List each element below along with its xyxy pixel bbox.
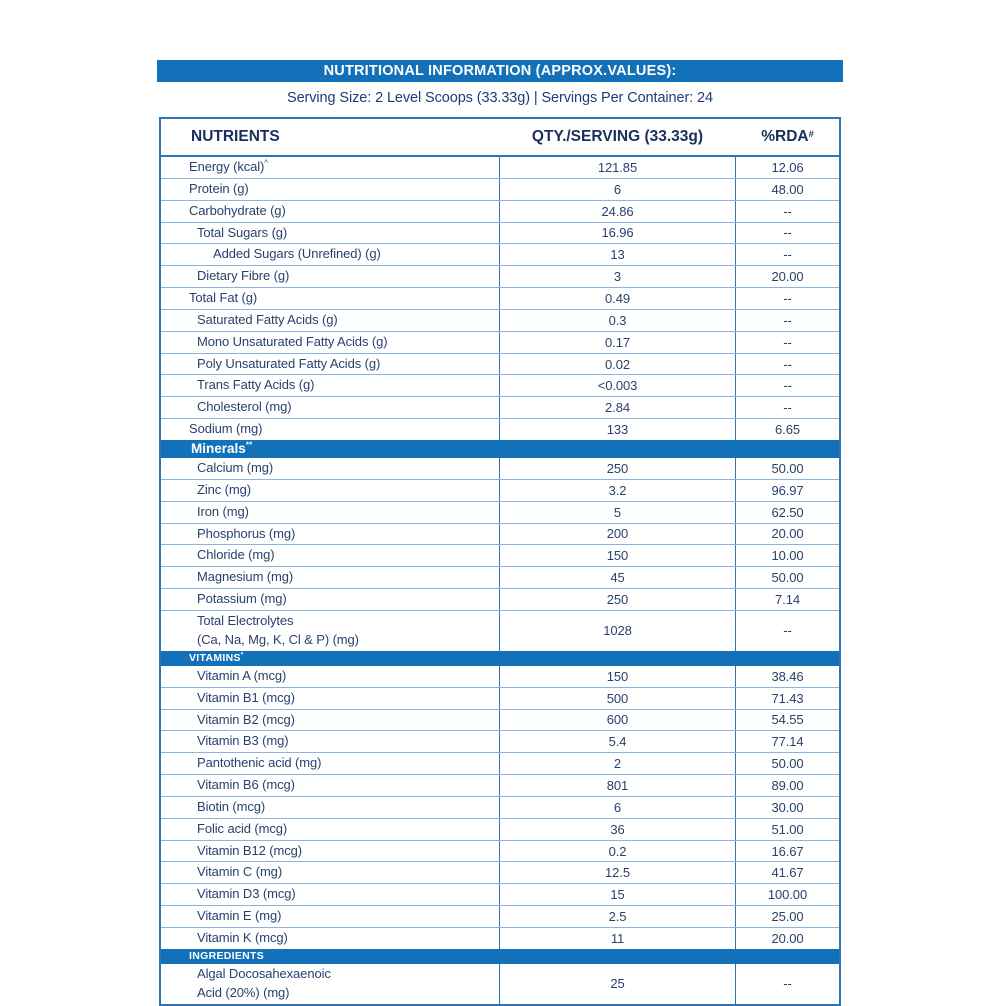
rda-cell (736, 688, 839, 709)
qty-cell (499, 666, 736, 687)
nutrient-label-cell (161, 244, 499, 265)
rda-cell (736, 906, 839, 927)
qty-cell (499, 862, 736, 883)
nutrient-label-cell (161, 201, 499, 222)
nutrient-label-line: (Ca, Na, Mg, K, Cl & P) (mg) (197, 631, 359, 647)
qty-cell (499, 710, 736, 731)
nutrient-label: Chloride (mg) (197, 547, 275, 563)
qty-cell (499, 397, 736, 418)
rda-value: 96.97 (771, 482, 804, 498)
nutrient-row (161, 310, 839, 332)
qty-cell (499, 928, 736, 949)
nutrient-row (161, 157, 839, 179)
section-bar (161, 949, 839, 964)
nutrient-row (161, 589, 839, 611)
qty-value: 250 (606, 460, 629, 476)
qty-cell (499, 906, 736, 927)
table-section (161, 666, 839, 949)
section-bar (161, 651, 839, 666)
nutrient-label: Vitamin B6 (mcg) (197, 777, 295, 793)
qty-value: 2.84 (605, 400, 630, 416)
nutrient-label: Vitamin B1 (mcg) (197, 689, 295, 705)
section-bar-label: Minerals (191, 440, 246, 456)
rda-cell (736, 397, 839, 418)
rda-value: -- (783, 225, 792, 241)
qty-cell (499, 688, 736, 709)
rda-cell (736, 244, 839, 265)
rda-cell (736, 753, 839, 774)
qty-value: 16.96 (601, 225, 634, 241)
rda-value: -- (783, 247, 792, 263)
qty-value: 801 (606, 778, 629, 794)
qty-value: 25 (610, 976, 625, 992)
nutrient-row (161, 397, 839, 419)
section-bar-label: INGREDIENTS (189, 949, 265, 962)
qty-cell (499, 354, 736, 375)
rda-cell (736, 458, 839, 479)
rda-value: 7.14 (775, 591, 800, 607)
qty-cell (499, 775, 736, 796)
rda-value: -- (783, 976, 792, 992)
qty-cell (499, 964, 736, 1004)
nutrient-label-cell (161, 375, 499, 396)
qty-cell (499, 266, 736, 287)
nutrient-label: Added Sugars (Unrefined) (g) (213, 246, 381, 262)
nutrient-label: Mono Unsaturated Fatty Acids (g) (197, 333, 388, 349)
nutrient-label: Vitamin A (mcg) (197, 667, 287, 683)
nutrient-label-cell (161, 502, 499, 523)
table-section (161, 458, 839, 651)
qty-value: 2 (613, 756, 622, 772)
qty-value: <0.003 (597, 378, 638, 394)
nutrient-label: Energy (kcal)^ (189, 158, 268, 174)
qty-cell (499, 310, 736, 331)
rda-header-text: %RDA (761, 128, 809, 145)
nutrient-label-cell (161, 611, 499, 651)
rda-value: -- (783, 312, 792, 328)
column-header-qty-serving: QTY./SERVING (33.33g) (531, 128, 704, 145)
nutrient-label-cell (161, 524, 499, 545)
rda-value: 41.67 (771, 865, 804, 881)
nutrient-label: Protein (g) (189, 180, 249, 196)
rda-cell (736, 545, 839, 566)
qty-cell (499, 567, 736, 588)
rda-value: 48.00 (771, 181, 804, 197)
qty-cell (499, 480, 736, 501)
nutrient-label: Magnesium (mg) (197, 569, 294, 585)
qty-value: 5 (613, 504, 622, 520)
nutrient-label-line: Total Electrolytes (197, 613, 294, 629)
rda-cell (736, 797, 839, 818)
nutrient-label: Cholesterol (mg) (197, 399, 292, 415)
nutrient-label: Vitamin B12 (mcg) (197, 842, 302, 858)
rda-cell (736, 964, 839, 1004)
column-header-rda: %RDA # (761, 128, 814, 145)
nutrient-label: Vitamin D3 (mcg) (197, 886, 296, 902)
qty-value: 500 (606, 690, 629, 706)
qty-cell (499, 753, 736, 774)
nutrient-row (161, 288, 839, 310)
qty-value: 0.3 (608, 312, 627, 328)
rda-value: 20.00 (771, 930, 804, 946)
nutrient-footnote-mark: ^ (264, 158, 268, 168)
qty-value: 45 (610, 570, 625, 586)
column-header-nutrients: NUTRIENTS (191, 128, 280, 145)
nutrient-label: Folic acid (mcg) (197, 820, 288, 836)
qty-cell (499, 179, 736, 200)
nutrient-label-cell (161, 964, 499, 1004)
rda-cell (736, 567, 839, 588)
nutrient-label: Calcium (mg) (197, 459, 274, 475)
qty-value: 0.2 (608, 843, 627, 859)
rda-cell (736, 589, 839, 610)
qty-cell (499, 223, 736, 244)
nutrient-label-cell (161, 288, 499, 309)
rda-value: 51.00 (771, 821, 804, 837)
table-body (161, 157, 839, 1004)
qty-cell (499, 841, 736, 862)
qty-cell (499, 884, 736, 905)
rda-value: 100.00 (767, 887, 808, 903)
qty-cell (499, 419, 736, 440)
nutrient-label-cell (161, 906, 499, 927)
table-section (161, 157, 839, 440)
nutrient-label-cell (161, 666, 499, 687)
nutrient-label: Vitamin E (mg) (197, 908, 282, 924)
rda-cell (736, 502, 839, 523)
qty-value: 11 (610, 930, 625, 946)
nutrition-table (159, 117, 841, 1006)
rda-value: -- (783, 290, 792, 306)
rda-value: -- (783, 400, 792, 416)
rda-value: 71.43 (771, 690, 804, 706)
nutrient-label-cell (161, 458, 499, 479)
nutrient-row (161, 332, 839, 354)
qty-value: 15 (610, 887, 625, 903)
nutrient-row (161, 567, 839, 589)
qty-value: 600 (606, 712, 629, 728)
qty-value: 0.17 (605, 334, 630, 350)
nutrient-label-cell (161, 753, 499, 774)
qty-value: 133 (606, 422, 629, 438)
rda-cell (736, 841, 839, 862)
qty-value: 150 (606, 668, 629, 684)
qty-cell (499, 288, 736, 309)
rda-cell (736, 419, 839, 440)
nutrient-label-cell (161, 332, 499, 353)
nutrient-label-cell (161, 928, 499, 949)
nutrient-row (161, 375, 839, 397)
nutrient-row (161, 524, 839, 546)
nutrient-label-cell (161, 354, 499, 375)
qty-value: 13 (610, 247, 625, 263)
nutrient-row (161, 244, 839, 266)
nutrient-label-cell (161, 688, 499, 709)
nutrient-label: Biotin (mcg) (197, 798, 266, 814)
qty-cell (499, 545, 736, 566)
nutrient-label: Phosphorus (mg) (197, 525, 296, 541)
nutrient-row (161, 753, 839, 775)
qty-value: 3.2 (608, 482, 627, 498)
nutrient-label: Sodium (mg) (189, 421, 263, 437)
qty-value: 2.5 (608, 909, 627, 925)
rda-cell (736, 611, 839, 651)
nutrient-label-cell (161, 419, 499, 440)
rda-cell (736, 201, 839, 222)
qty-cell (499, 589, 736, 610)
rda-value: 62.50 (771, 504, 804, 520)
nutrient-label-cell (161, 397, 499, 418)
nutrient-label-cell (161, 862, 499, 883)
rda-cell (736, 819, 839, 840)
qty-value: 1028 (603, 623, 632, 639)
section-bar-footnote-mark: * (240, 651, 244, 659)
rda-cell (736, 375, 839, 396)
nutrient-row (161, 862, 839, 884)
nutrient-row (161, 841, 839, 863)
rda-value: -- (783, 203, 792, 219)
nutrient-label-cell (161, 567, 499, 588)
rda-value: 54.55 (771, 712, 804, 728)
nutrient-row (161, 266, 839, 288)
rda-value: 20.00 (771, 269, 804, 285)
nutrition-label-page (157, 0, 843, 1006)
nutrient-row (161, 458, 839, 480)
rda-value: 20.00 (771, 526, 804, 542)
nutrient-label: Zinc (mg) (197, 481, 251, 497)
nutrient-label: Vitamin C (mg) (197, 864, 283, 880)
qty-cell (499, 157, 736, 178)
nutrient-label-cell (161, 797, 499, 818)
rda-cell (736, 223, 839, 244)
nutrient-label: Saturated Fatty Acids (g) (197, 311, 338, 327)
nutrient-row (161, 354, 839, 376)
nutrient-row (161, 928, 839, 949)
rda-value: 30.00 (771, 799, 804, 815)
nutrient-label-cell (161, 310, 499, 331)
nutrient-label-cell (161, 819, 499, 840)
nutrient-row (161, 710, 839, 732)
nutrient-label: Dietary Fibre (g) (197, 268, 290, 284)
nutrient-label-cell (161, 480, 499, 501)
nutrient-label-cell (161, 589, 499, 610)
qty-value: 250 (606, 591, 629, 607)
nutrient-label: Pantothenic acid (mg) (197, 755, 322, 771)
qty-cell (499, 375, 736, 396)
rda-value: 77.14 (771, 734, 804, 750)
nutrient-label: Poly Unsaturated Fatty Acids (g) (197, 355, 381, 371)
rda-cell (736, 731, 839, 752)
rda-cell (736, 884, 839, 905)
qty-value: 36 (610, 821, 625, 837)
table-header-row (161, 119, 839, 157)
rda-cell (736, 710, 839, 731)
nutrient-label: Potassium (mg) (197, 591, 287, 607)
rda-cell (736, 524, 839, 545)
qty-value: 0.02 (605, 356, 630, 372)
rda-value: -- (783, 623, 792, 639)
nutrient-label: Vitamin K (mcg) (197, 930, 288, 945)
rda-cell (736, 332, 839, 353)
table-section (161, 964, 839, 1004)
qty-cell (499, 502, 736, 523)
nutrient-label: Total Fat (g) (189, 290, 258, 306)
rda-value: -- (783, 356, 792, 372)
qty-cell (499, 332, 736, 353)
nutrient-label: Total Sugars (g) (197, 224, 288, 240)
nutrient-label-cell (161, 710, 499, 731)
rda-value: -- (783, 378, 792, 394)
rda-value: 50.00 (771, 756, 804, 772)
nutrient-label-cell (161, 157, 499, 178)
nutrient-label-cell (161, 266, 499, 287)
qty-value: 200 (606, 526, 629, 542)
qty-cell (499, 458, 736, 479)
qty-value: 0.49 (605, 290, 630, 306)
nutrient-label: Carbohydrate (g) (189, 202, 286, 218)
nutrient-label-line: Algal Docosahexaenoic (197, 966, 331, 981)
nutrient-label: Vitamin B2 (mcg) (197, 711, 295, 727)
nutrient-label-cell (161, 179, 499, 200)
nutrient-label-cell (161, 775, 499, 796)
rda-value: 89.00 (771, 778, 804, 794)
rda-cell (736, 928, 839, 949)
rda-cell (736, 288, 839, 309)
rda-cell (736, 862, 839, 883)
rda-value: -- (783, 334, 792, 350)
nutrient-row (161, 819, 839, 841)
nutrient-row (161, 964, 839, 1004)
page-title: NUTRITIONAL INFORMATION (APPROX.VALUES): (323, 63, 677, 79)
qty-cell (499, 611, 736, 651)
nutrient-row (161, 502, 839, 524)
qty-cell (499, 797, 736, 818)
nutrient-row (161, 884, 839, 906)
nutrient-row (161, 419, 839, 440)
nutrient-label: Iron (mg) (197, 503, 249, 519)
qty-cell (499, 524, 736, 545)
rda-value: 25.00 (771, 909, 804, 925)
qty-value: 6 (613, 181, 622, 197)
qty-value: 121.85 (597, 159, 638, 175)
section-bar (161, 440, 839, 458)
serving-info: Serving Size: 2 Level Scoops (33.33g) | Servings Per Container: 24 (287, 90, 713, 106)
nutrient-row (161, 906, 839, 928)
qty-value: 5.4 (608, 734, 627, 750)
nutrient-label-cell (161, 223, 499, 244)
nutrient-row (161, 179, 839, 201)
qty-value: 24.86 (601, 203, 634, 219)
nutrient-row (161, 611, 839, 651)
nutrient-row (161, 545, 839, 567)
rda-value: 50.00 (771, 460, 804, 476)
qty-cell (499, 201, 736, 222)
rda-value: 38.46 (771, 668, 804, 684)
qty-cell (499, 819, 736, 840)
nutrient-label-cell (161, 884, 499, 905)
nutrient-row (161, 797, 839, 819)
rda-value: 50.00 (771, 570, 804, 586)
nutrient-row (161, 223, 839, 245)
qty-cell (499, 731, 736, 752)
qty-value: 150 (606, 548, 629, 564)
nutrient-row (161, 201, 839, 223)
rda-cell (736, 666, 839, 687)
nutrient-row (161, 666, 839, 688)
qty-value: 6 (613, 799, 622, 815)
nutrient-label: Trans Fatty Acids (g) (197, 377, 315, 393)
nutrient-row (161, 688, 839, 710)
nutrient-label-line: Acid (20%) (mg) (197, 984, 290, 1000)
nutrient-label-cell (161, 841, 499, 862)
rda-cell (736, 179, 839, 200)
rda-cell (736, 310, 839, 331)
rda-cell (736, 157, 839, 178)
nutrient-row (161, 480, 839, 502)
rda-cell (736, 354, 839, 375)
rda-value: 12.06 (771, 159, 804, 175)
rda-value: 6.65 (775, 422, 800, 438)
qty-value: 12.5 (605, 865, 630, 881)
qty-cell (499, 244, 736, 265)
rda-value: 10.00 (771, 548, 804, 564)
nutrient-label-cell (161, 731, 499, 752)
section-bar-label: VITAMINS (189, 651, 241, 664)
rda-cell (736, 480, 839, 501)
section-bar-footnote-mark: ** (245, 439, 253, 450)
nutrient-label-cell (161, 545, 499, 566)
rda-value: 16.67 (771, 843, 804, 859)
nutrient-row (161, 775, 839, 797)
qty-value: 3 (613, 269, 622, 285)
rda-cell (736, 266, 839, 287)
nutrient-label: Vitamin B3 (mg) (197, 733, 289, 749)
nutrient-row (161, 731, 839, 753)
title-bar (157, 60, 843, 82)
rda-cell (736, 775, 839, 796)
